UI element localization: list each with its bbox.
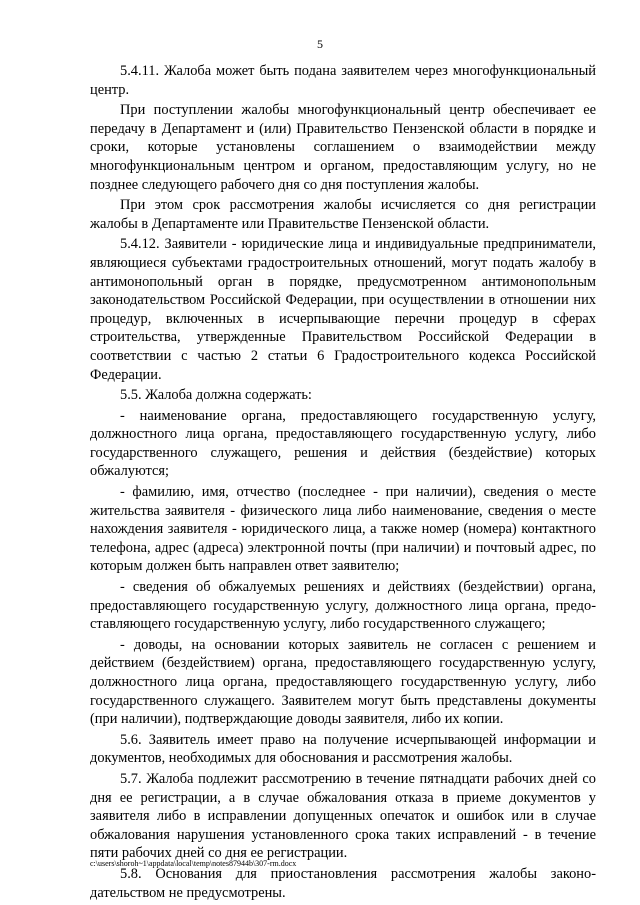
paragraph-5-5: 5.5. Жалоба должна содержать: bbox=[120, 387, 312, 404]
paragraph-5-7: 5.7. Жалоба подлежит рассмотрению в течение пятнадцати рабочих дней со дня ее регистрации, а в случае обжалования отказа в приеме документов у заявителя либо в исправлении допущенных опечаток и ошибок или в случае обжалования нарушения установленного срока таких исправлений - в течение пяти рабочих дней со дня ее регистрации. bbox=[90, 770, 596, 862]
paragraph-5-4-12: 5.4.12. Заявители - юридические лица и индивидуальные предприниматели, являющиеся субъектами градостроительных отношений, могут подать жалобу в антимонопольный орган в порядке, предусмотренном антимонопольным законодательством Российской Федерации, при осуществлении в отношении них процедур, включенных в исчерпывающие перечни процедур в сферах строительства, утвержденные Правительством Российской Федерации в соответствии с частью 2 статьи 6 Градостроительного кодекса Российской Федерации. bbox=[90, 236, 596, 383]
list-item-appealed-decisions: - сведения об обжалуемых решениях и действиях (бездействии) органа, предоставляющего государственную услугу, должностного лица органа, предоставляющего государственную услугу, либо государственного служащего; bbox=[90, 579, 596, 633]
page-number: 5 bbox=[317, 37, 323, 51]
paragraph-review-term: При этом срок рассмотрения жалобы исчисляется со дня регистрации жалобы в Департаменте или Правительстве Пензенской области. bbox=[90, 197, 596, 232]
list-item-arguments: - доводы, на основании которых заявитель не согласен с решением и действием (бездействием) органа, предоставляющего государственную услугу, должностного лица органа, предоставляющего государственную услугу, либо государственного служащего. Заявителем могут быть представлены документы (при наличии), подтверждающие доводы заявителя, либо их копии. bbox=[90, 636, 596, 728]
paragraph-mfc-transfer: При поступлении жалобы многофункциональный центр обеспечивает ее передачу в Департамент и (или) Правительство Пензенской области в порядке и сроки, которые установлены соглашением о взаимодействии между многофункциональным центром и органом, предоставляющим услугу, но не позднее следующего рабочего дня со дня поступления жалобы. bbox=[90, 102, 596, 193]
paragraph-5-8: 5.8. Основания для приостановления рассмотрения жалобы законодательством не предусмотрены. bbox=[90, 865, 596, 901]
paragraph-5-6: 5.6. Заявитель имеет право на получение исчерпывающей информации и документов, необходимых для обоснования и рассмотрения жалобы. bbox=[90, 731, 596, 767]
footer-file-path: c:\users\shoroh~1\appdata\local\temp\notes87944b\307-rm.docx bbox=[90, 859, 297, 868]
list-item-organ-name: - наименование органа, предоставляющего государственную услугу, должностного лица органа, предоставляющего государственную услугу, либо государственного служащего, решения и действия (бездействие) которых обжалуются; bbox=[90, 407, 596, 480]
paragraph-5-4-11: 5.4.11. Жалоба может быть подана заявителем через многофункциональный центр. bbox=[90, 63, 596, 98]
document-body bbox=[90, 62, 596, 904]
list-item-applicant-details: - фамилию, имя, отчество (последнее - при наличии), сведения о месте жительства заявителя - физического лица либо наименование, сведения о месте нахождения заявителя - юридического лица, а также номер (номера) контактного телефона, адрес (адреса) электронной почты (при наличии) и почтовый адрес, по которым должен быть направлен ответ заявителю; bbox=[90, 484, 596, 575]
